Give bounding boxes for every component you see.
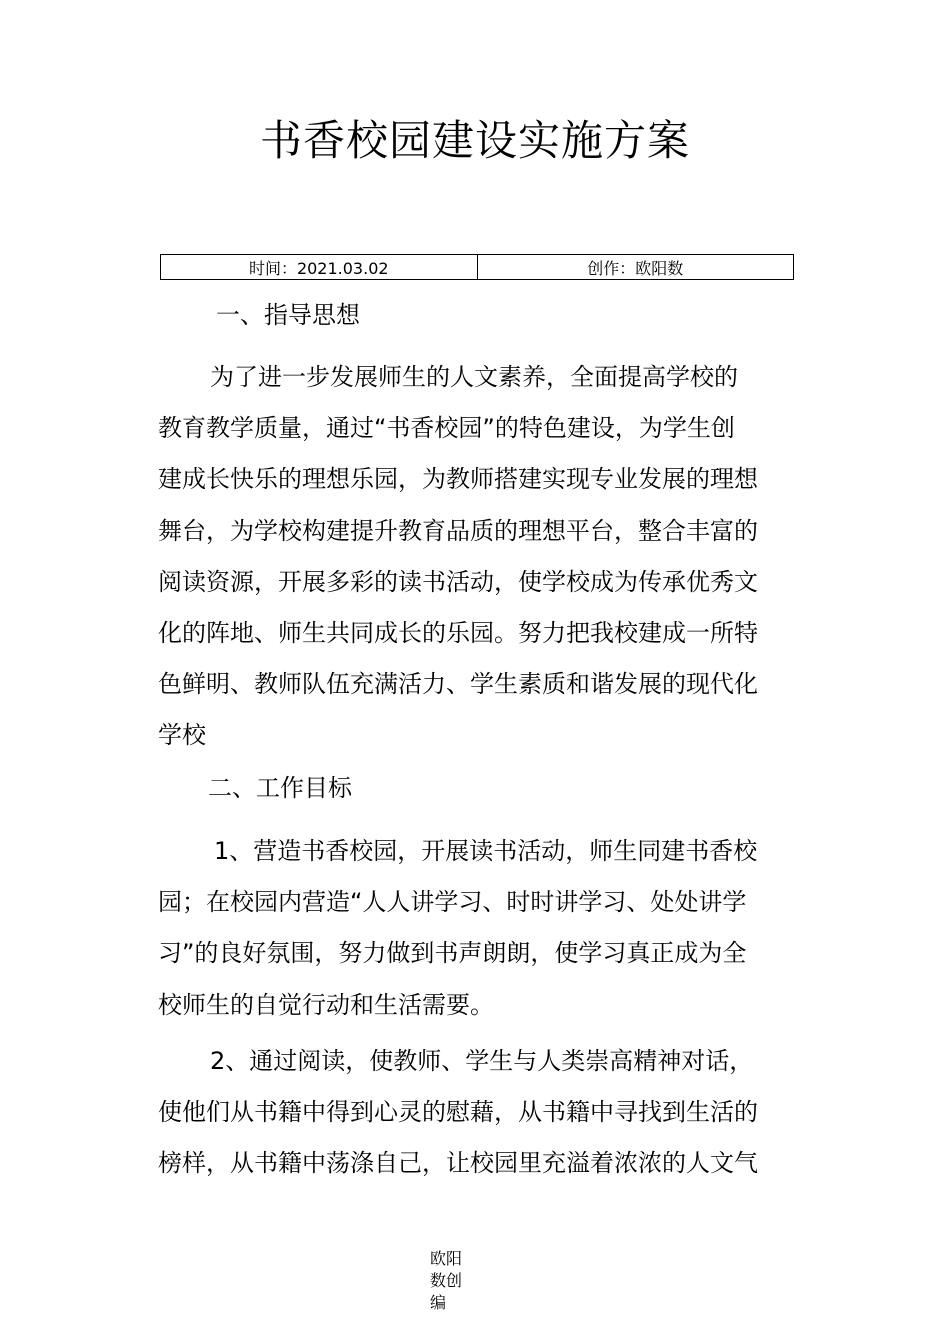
paragraph-line: 化的阵地、师生共同成长的乐园。努力把我校建成一所特: [158, 618, 758, 647]
paragraph-line: 园；在校园内营造“人人讲学习、时时讲学习、处处讲学: [158, 888, 747, 917]
paragraph-line: 习”的良好氛围，努力做到书声朗朗，使学习真正成为全: [158, 939, 747, 968]
paragraph-line: 为了进一步发展师生的人文素养，全面提高学校的: [210, 363, 738, 391]
paragraph-line: 1、营造书香校园，开展读书活动，师生同建书香校: [214, 837, 758, 865]
paragraph-line: 榜样，从书籍中荡涤自己，让校园里充溢着浓浓的人文气: [158, 1149, 758, 1178]
meta-table: [160, 254, 794, 280]
document-title: 书香校园建设实施方案: [259, 116, 690, 165]
section2-heading: 二、工作目标: [208, 774, 352, 802]
section1-paragraph: [158, 352, 798, 762]
paragraph-line: 色鲜明、教师队伍充满活力、学生素质和谐发展的现代化: [158, 670, 758, 699]
paragraph-line: 教育教学质量，通过“书香校园”的特色建设，为学生创: [158, 414, 735, 443]
meta-time: 时间：2021.03.02: [248, 258, 389, 278]
paragraph-line: 阅读资源，开展多彩的读书活动，使学校成为传承优秀文: [158, 567, 758, 596]
footer-line: 欧阳: [430, 1249, 463, 1268]
goal-item-1: [158, 826, 798, 1031]
footer-author-mark: [430, 1248, 470, 1314]
paragraph-line: 建成长快乐的理想乐园，为教师搭建实现专业发展的理想: [158, 465, 758, 494]
paragraph-line: 2、通过阅读，使教师、学生与人类崇高精神对话，: [210, 1047, 754, 1075]
footer-line: 编: [430, 1293, 447, 1312]
paragraph-line: 学校: [158, 721, 206, 750]
footer-line: 数创: [430, 1271, 463, 1290]
paragraph-line: 校师生的自觉行动和生活需要。: [158, 990, 494, 1019]
paragraph-line: 使他们从书籍中得到心灵的慰藉，从书籍中寻找到生活的: [158, 1098, 758, 1127]
paragraph-line: 舞台，为学校构建提升教育品质的理想平台，整合丰富的: [158, 516, 758, 545]
goal-item-2: [158, 1036, 798, 1190]
meta-author: 创作：欧阳数: [477, 255, 794, 279]
section1-heading: 一、指导思想: [216, 301, 360, 329]
